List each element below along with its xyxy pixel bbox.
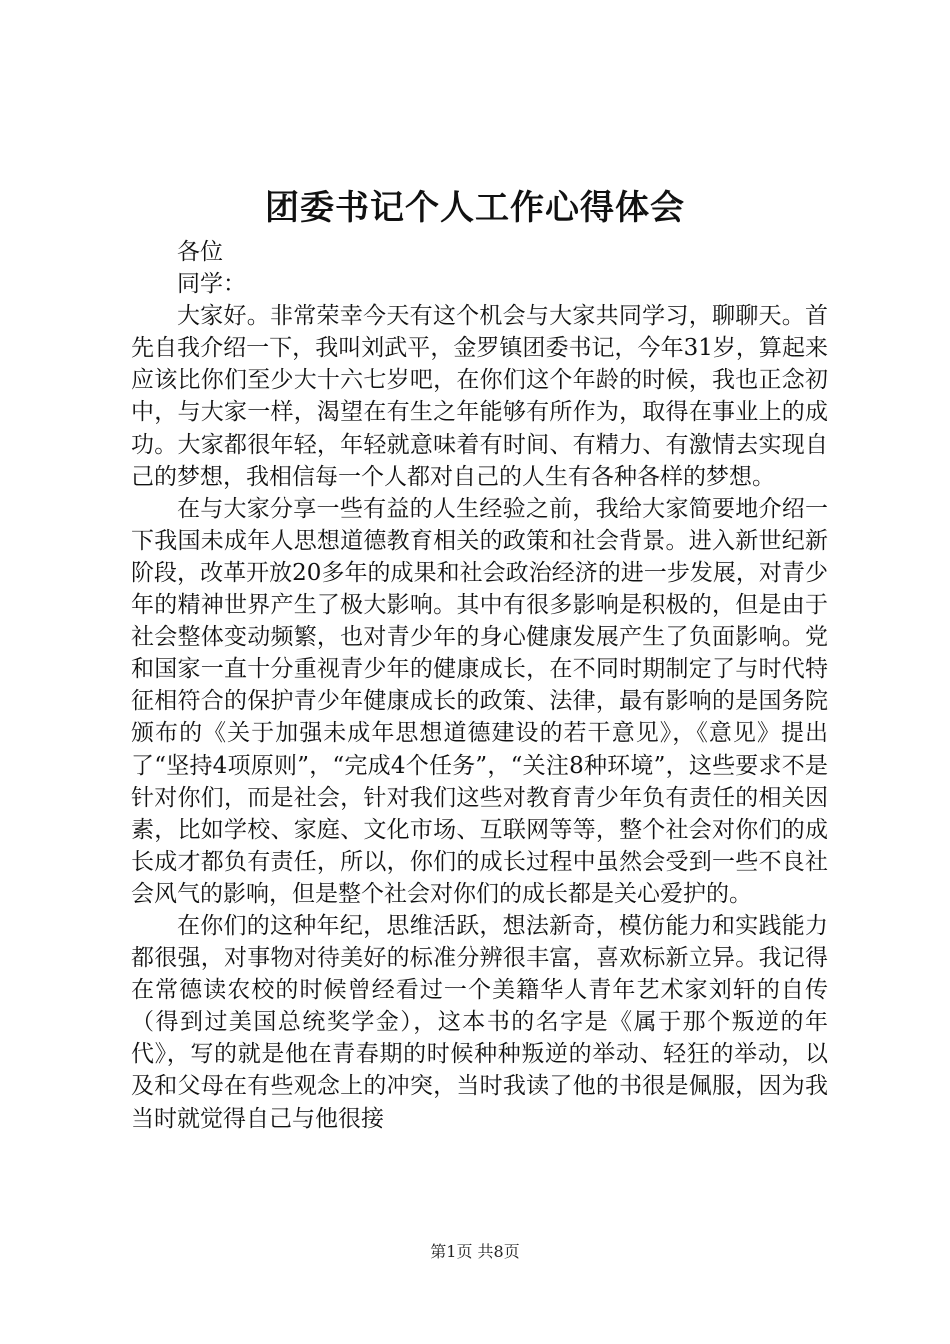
body-paragraph-2: 在与大家分享一些有益的人生经验之前，我给大家简要地介绍一下我国未成年人思想道德教育相关的政策和社会背景。进入新世纪新阶段，改革开放20多年的成果和社会政治经济的进一步发展，对青少年的精神世界产生了极大影响。其中有很多影响是积极的，但是由于社会整体变动频繁，也对青少年的身心健康发展产生了负面影响。党和国家一直十分重视青少年的健康成长，在不同时期制定了与时代特征相符合的保护青少年健康成长的政策、法律，最有影响的是国务院颁布的《关于加强未成年思想道德建设的若干意见》，《意见》提出了“坚持4项原则”，“完成4个任务”，“关注8种环境”，这些要求不是针对你们，而是社会，针对我们这些对教育青少年负有责任的相关因素，比如学校、家庭、文化市场、互联网等等，整个社会对你们的成长成才都负有责任，所以，你们的成长过程中虽然会受到一些不良社会风气的影响，但是整个社会对你们的成长都是关心爱护的。: [131, 495, 828, 907]
document-title: 团委书记个人工作心得体会: [265, 188, 685, 228]
salutation-line-1: 各位: [177, 239, 223, 265]
body-paragraph-1: 大家好。非常荣幸今天有这个机会与大家共同学习，聊聊天。首先自我介绍一下，我叫刘武平，金罗镇团委书记，今年31岁，算起来应该比你们至少大十六七岁吧，在你们这个年龄的时候，我也正念初中，与大家一样，渴望在有生之年能够有所作为，取得在事业上的成功。大家都很年轻，年轻就意味着有时间、有精力、有激情去实现自己的梦想，我相信每一个人都对自己的人生有各种各样的梦想。: [131, 303, 828, 490]
salutation-line-2: 同学：: [177, 271, 246, 298]
page-number-footer: 第1页 共8页: [430, 1242, 520, 1261]
body-paragraph-3: 在你们的这种年纪，思维活跃，想法新奇，模仿能力和实践能力都很强，对事物对待美好的标准分辨很丰富，喜欢标新立异。我记得在常德读农校的时候曾经看过一个美籍华人青年艺术家刘轩的自传（得到过美国总统奖学金），这本书的名字是《属于那个叛逆的年代》，写的就是他在青春期的时候种种叛逆的举动、轻狂的举动，以及和父母在有些观念上的冲突，当时我读了他的书很是佩服，因为我当时就觉得自己与他很接: [131, 912, 828, 1132]
document-body: [131, 236, 828, 1135]
